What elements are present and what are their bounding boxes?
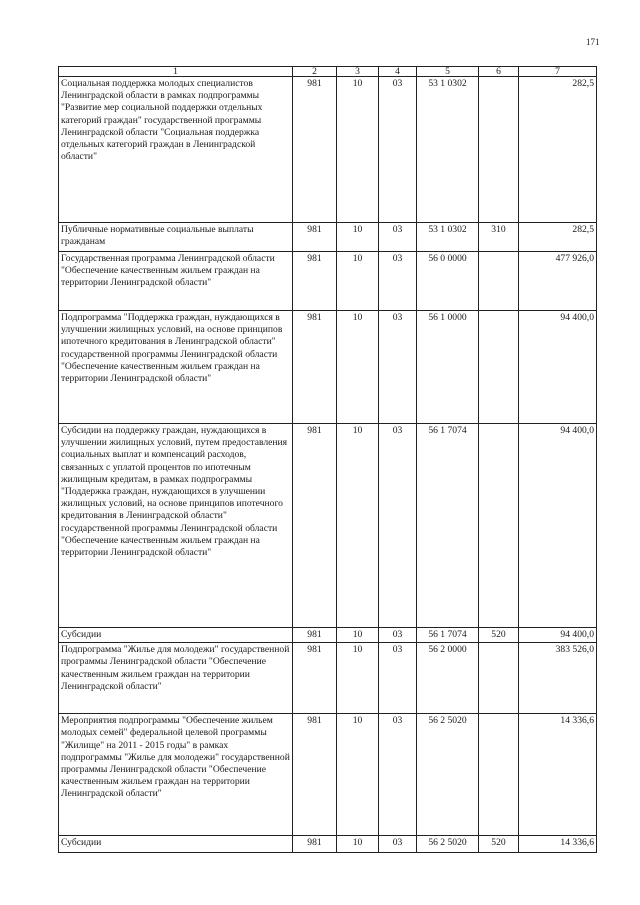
row-name: Подпрограмма "Жилье для молодежи" государственной программы Ленинградской области "Обеспечение качественным жильем граждан на территории Ленинградской области" [59, 643, 293, 714]
row-sum: 282,5 [519, 77, 597, 223]
row-ved: 981 [293, 628, 337, 643]
row-target-code: 56 1 7074 [417, 424, 479, 628]
row-subsection: 03 [379, 252, 417, 311]
row-sum: 94 400,0 [519, 311, 597, 424]
table-row [59, 836, 597, 853]
row-name: Подпрограмма "Поддержка граждан, нуждающихся в улучшении жилищных условий, на основе принципов ипотечного кредитования в Ленинградской области" государственной программы Ленинградской области "Обеспечение качественным жильем граждан на территории Ленинградской области" [59, 311, 293, 424]
row-target-code: 53 1 0302 [417, 223, 479, 252]
header-col-7: 7 [519, 67, 597, 77]
row-target-code: 56 2 0000 [417, 643, 479, 714]
row-target-code: 56 1 0000 [417, 311, 479, 424]
row-section: 10 [337, 424, 379, 628]
row-sum: 94 400,0 [519, 628, 597, 643]
row-sum: 14 336,6 [519, 714, 597, 836]
header-col-1: 1 [59, 67, 293, 77]
budget-table [58, 66, 597, 853]
row-subsection: 03 [379, 643, 417, 714]
row-ved: 981 [293, 643, 337, 714]
row-expense-type [479, 77, 519, 223]
header-col-4: 4 [379, 67, 417, 77]
row-name: Субсидии [59, 836, 293, 853]
row-section: 10 [337, 223, 379, 252]
row-target-code: 56 0 0000 [417, 252, 479, 311]
table-header-row [59, 67, 597, 77]
table-row [59, 311, 597, 424]
header-col-6: 6 [479, 67, 519, 77]
row-target-code: 53 1 0302 [417, 77, 479, 223]
row-name: Мероприятия подпрограммы "Обеспечение жильем молодых семей" федеральной целевой программы "Жилище" на 2011 - 2015 годы" в рамках подпрограммы "Жилье для молодежи" государственной программы Ленинградской области "Обеспечение качественным жильем граждан на территории Ленинградской области" [59, 714, 293, 836]
row-section: 10 [337, 714, 379, 836]
table-row [59, 77, 597, 223]
row-name: Субсидии [59, 628, 293, 643]
row-sum: 14 336,6 [519, 836, 597, 853]
header-col-3: 3 [337, 67, 379, 77]
table-row [59, 252, 597, 311]
row-ved: 981 [293, 77, 337, 223]
table-row [59, 628, 597, 643]
row-name: Социальная поддержка молодых специалистов Ленинградской области в рамках подпрограммы "Развитие мер социальной поддержки отдельных категорий граждан" государственной программы Ленинградской области "Социальная поддержка отдельных категорий граждан в Ленинградской области" [59, 77, 293, 223]
row-expense-type: 520 [479, 628, 519, 643]
row-sum: 477 926,0 [519, 252, 597, 311]
table-row [59, 223, 597, 252]
row-expense-type: 310 [479, 223, 519, 252]
row-name: Государственная программа Ленинградской области "Обеспечение качественным жильем граждан на территории Ленинградской области" [59, 252, 293, 311]
row-subsection: 03 [379, 77, 417, 223]
row-expense-type [479, 311, 519, 424]
row-ved: 981 [293, 311, 337, 424]
row-section: 10 [337, 77, 379, 223]
row-expense-type: 520 [479, 836, 519, 853]
row-target-code: 56 2 5020 [417, 714, 479, 836]
row-ved: 981 [293, 252, 337, 311]
table-row [59, 714, 597, 836]
row-subsection: 03 [379, 628, 417, 643]
row-expense-type [479, 252, 519, 311]
row-subsection: 03 [379, 714, 417, 836]
row-section: 10 [337, 643, 379, 714]
row-section: 10 [337, 252, 379, 311]
row-subsection: 03 [379, 223, 417, 252]
row-section: 10 [337, 628, 379, 643]
row-name: Субсидии на поддержку граждан, нуждающихся в улучшении жилищных условий, путем предоставления социальных выплат и компенсаций расходов, связанных с уплатой процентов по ипотечным жилищным кредитам, в рамках подпрограммы "Поддержка граждан, нуждающихся в улучшении жилищных условий, на основе принципов ипотечного кредитования в Ленинградской области" государственной программы Ленинградской области "Обеспечение качественным жильем граждан на территории Ленинградской области" [59, 424, 293, 628]
row-sum: 282,5 [519, 223, 597, 252]
header-col-5: 5 [417, 67, 479, 77]
row-ved: 981 [293, 223, 337, 252]
table-row [59, 643, 597, 714]
row-ved: 981 [293, 836, 337, 853]
header-col-2: 2 [293, 67, 337, 77]
row-name: Публичные нормативные социальные выплаты гражданам [59, 223, 293, 252]
row-subsection: 03 [379, 311, 417, 424]
row-expense-type [479, 424, 519, 628]
row-subsection: 03 [379, 836, 417, 853]
row-target-code: 56 2 5020 [417, 836, 479, 853]
row-section: 10 [337, 311, 379, 424]
row-sum: 94 400,0 [519, 424, 597, 628]
row-expense-type [479, 714, 519, 836]
row-sum: 383 526,0 [519, 643, 597, 714]
row-section: 10 [337, 836, 379, 853]
row-expense-type [479, 643, 519, 714]
row-ved: 981 [293, 424, 337, 628]
page-number: 171 [586, 37, 600, 47]
row-target-code: 56 1 7074 [417, 628, 479, 643]
row-subsection: 03 [379, 424, 417, 628]
row-ved: 981 [293, 714, 337, 836]
table-row [59, 424, 597, 628]
